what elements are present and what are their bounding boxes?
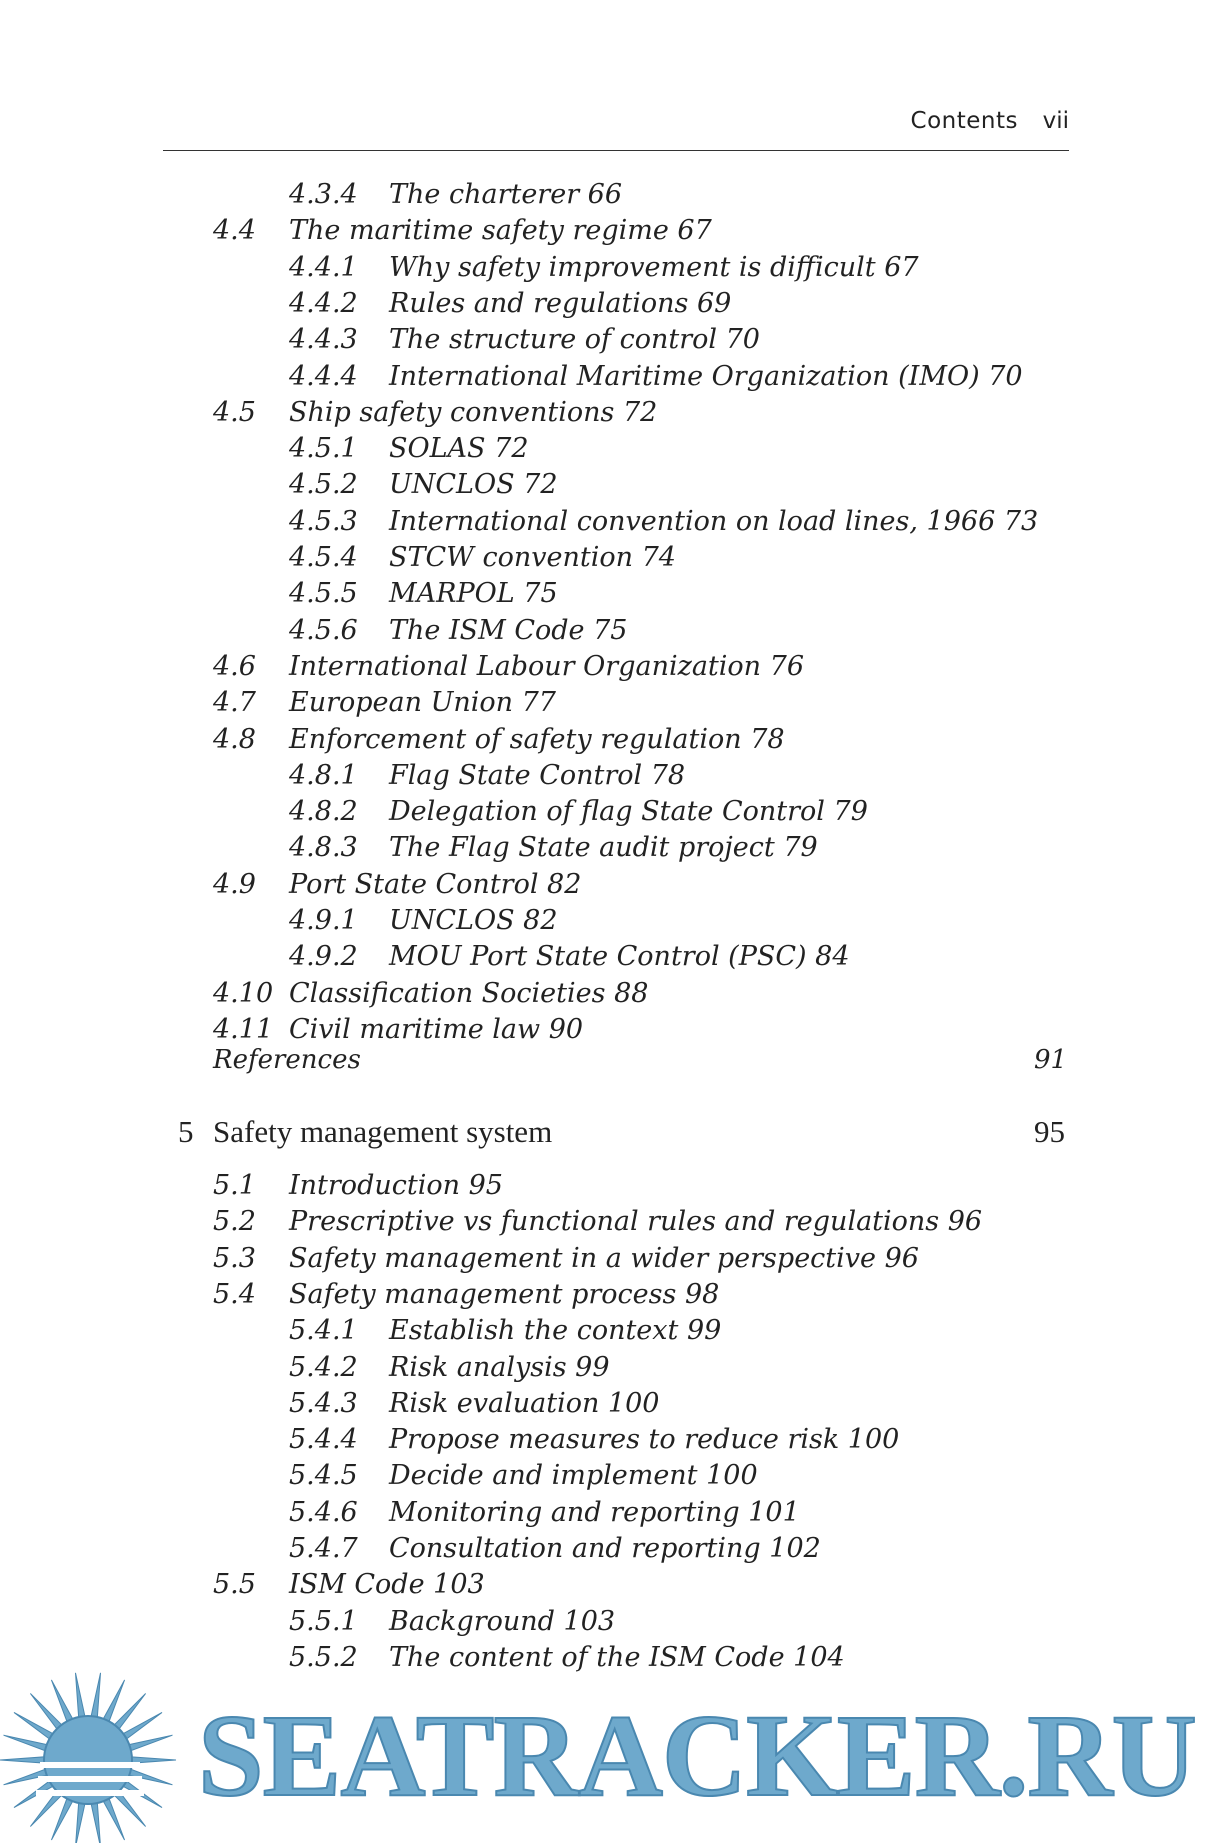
- toc-entry-number: 4.5.5: [289, 578, 358, 610]
- chapter-page-wrap: [1034, 1115, 1065, 1149]
- toc-entry-number: 4.5.4: [289, 542, 358, 573]
- toc-entry-number: 5.1: [213, 1170, 256, 1201]
- toc-entry-number: 5.4.1: [289, 1315, 358, 1347]
- sun-ray: [75, 1673, 85, 1719]
- toc-entry-number: 4.4.4: [289, 360, 358, 392]
- watermark-text: SEATRACKER.RU: [198, 1690, 1196, 1821]
- toc-entry-title: UNCLOS 82: [389, 905, 558, 936]
- toc-entry-title: STCW convention 74: [389, 542, 676, 573]
- toc-entry-number: 4.11: [213, 1013, 274, 1045]
- sun-ray: [75, 1801, 85, 1843]
- toc-entry-title: Safety management in a wider perspective 96: [289, 1242, 919, 1274]
- toc-entry-title: Classification Societies 88: [289, 977, 649, 1009]
- toc-entry-number: 5.5.2: [289, 1641, 358, 1673]
- toc-entry-title: International Labour Organization 76: [289, 650, 805, 682]
- toc-entry-title: Consultation and reporting 102: [389, 1533, 821, 1564]
- references-entry[interactable]: [213, 1045, 361, 1075]
- toc-entry-number: 5.4.7: [289, 1533, 358, 1564]
- toc-entry-title: The ISM Code 75: [389, 614, 628, 646]
- header-title: Contents: [910, 108, 1018, 134]
- toc-entry-number: 5.4.3: [289, 1387, 358, 1419]
- toc-entry-number: 5.5: [213, 1569, 256, 1601]
- toc-entry-number: 5.4: [213, 1278, 256, 1310]
- toc-entry-title: International Maritime Organization (IMO) 70: [389, 360, 1023, 392]
- sun-ray: [102, 1680, 124, 1723]
- toc-entry-title: Rules and regulations 69: [389, 287, 732, 319]
- toc-entry-title: Enforcement of safety regulation 78: [289, 723, 785, 755]
- toc-entry-number: 4.5: [213, 396, 256, 428]
- chapter-page-number: 95: [1034, 1114, 1065, 1149]
- references-page-number: 91: [1034, 1045, 1068, 1075]
- toc-entry-number: 4.4.3: [289, 324, 358, 356]
- toc-entry-title: The maritime safety regime 67: [289, 215, 712, 247]
- toc-entry-title: The Flag State audit project 79: [389, 832, 818, 864]
- toc-entry-number: 5.4.4: [289, 1424, 358, 1456]
- toc-entry-number: 4.5.1: [289, 433, 358, 465]
- toc-entry-title: Prescriptive vs functional rules and regulations 96: [289, 1206, 983, 1238]
- sun-ray: [4, 1735, 49, 1751]
- chapter-title-wrap[interactable]: [213, 1115, 552, 1149]
- toc-entry-number: 5.3: [213, 1242, 256, 1274]
- watermark: [0, 1668, 1229, 1843]
- sun-ray: [127, 1735, 172, 1751]
- toc-entry-title: Civil maritime law 90: [289, 1013, 584, 1045]
- sun-ray: [51, 1797, 73, 1840]
- toc-entry-title: European Union 77: [289, 687, 556, 719]
- toc-entry-number: 4.4.1: [289, 251, 358, 283]
- toc-entry-title: Introduction 95: [289, 1170, 503, 1201]
- toc-entry-title: Decide and implement 100: [389, 1460, 758, 1492]
- toc-entry-title: ISM Code 103: [289, 1569, 485, 1601]
- sun-ray: [51, 1680, 73, 1723]
- toc-entry-number: 4.8.2: [289, 796, 358, 828]
- running-header: [163, 104, 1069, 151]
- toc-entry-number: 5.4.5: [289, 1460, 358, 1492]
- toc-entry-title: Background 103: [389, 1605, 616, 1637]
- toc-entry-title: The content of the ISM Code 104: [389, 1641, 845, 1673]
- toc-entry-title: Establish the context 99: [389, 1315, 722, 1347]
- toc-entry-number: 5.2: [213, 1206, 256, 1238]
- toc-entry-title: Ship safety conventions 72: [289, 396, 658, 428]
- sun-ray: [91, 1673, 101, 1719]
- chapter-heading[interactable]: [178, 1115, 194, 1149]
- toc-entry-number: 4.6: [213, 650, 256, 682]
- toc-entry-title: The structure of control 70: [389, 324, 760, 356]
- sun-ray: [91, 1801, 101, 1843]
- toc-entry-number: 4.10: [213, 977, 274, 1009]
- toc-entry-number: 4.9.2: [289, 941, 358, 973]
- toc-entry-number: 4.9: [213, 868, 256, 900]
- toc-entry-number: 4.8.1: [289, 759, 358, 791]
- toc-entry-number: 5.5.1: [289, 1605, 358, 1637]
- toc-entry-number: 5.4.6: [289, 1496, 358, 1528]
- toc-entry-title: Risk evaluation 100: [389, 1387, 660, 1419]
- toc-entry-number: 4.4: [213, 215, 256, 247]
- toc-entry-number: 4.4.2: [289, 287, 358, 319]
- chapter-number: 5: [178, 1114, 194, 1149]
- toc-entry-title: Propose measures to reduce risk 100: [389, 1424, 900, 1456]
- toc-entry-title: International convention on load lines, 1966 73: [389, 505, 1039, 537]
- toc-entry-number: 4.5.6: [289, 614, 358, 646]
- toc-entry-number: 4.3.4: [289, 179, 358, 210]
- toc-entry-title: Risk analysis 99: [389, 1351, 610, 1383]
- toc-entry-number: 5.4.2: [289, 1351, 358, 1383]
- toc-entry-number: 4.9.1: [289, 905, 358, 936]
- sun-ray: [0, 1757, 46, 1764]
- toc-entry-title: Delegation of flag State Control 79: [389, 796, 868, 828]
- references-label: References: [213, 1045, 361, 1075]
- toc-entry-title: MOU Port State Control (PSC) 84: [389, 941, 850, 973]
- references-page: [1034, 1045, 1067, 1075]
- toc-entry-number: 4.8.3: [289, 832, 358, 864]
- toc-entry-title: SOLAS 72: [389, 433, 529, 465]
- chapter-title: Safety management system: [213, 1114, 553, 1149]
- toc-entry-title: MARPOL 75: [389, 578, 558, 610]
- sun-ray: [102, 1797, 124, 1840]
- toc-entry-number: 4.8: [213, 723, 256, 755]
- toc-entry-number: 4.5.2: [289, 469, 358, 501]
- toc-entry-number: 4.7: [213, 687, 256, 719]
- toc-entry-title: Flag State Control 78: [389, 759, 686, 791]
- sunburst-logo-icon: [0, 1668, 190, 1843]
- toc-entry-title: UNCLOS 72: [389, 469, 558, 501]
- toc-entry-title: Why safety improvement is difficult 67: [389, 251, 919, 283]
- toc-entry-title: The charterer 66: [389, 179, 623, 210]
- toc-entry-number: 4.5.3: [289, 505, 358, 537]
- toc-entry-title: Safety management process 98: [289, 1278, 720, 1310]
- header-page-number: vii: [1042, 108, 1069, 134]
- toc-entry-title: Port State Control 82: [289, 868, 582, 900]
- toc-entry-title: Monitoring and reporting 101: [389, 1496, 800, 1528]
